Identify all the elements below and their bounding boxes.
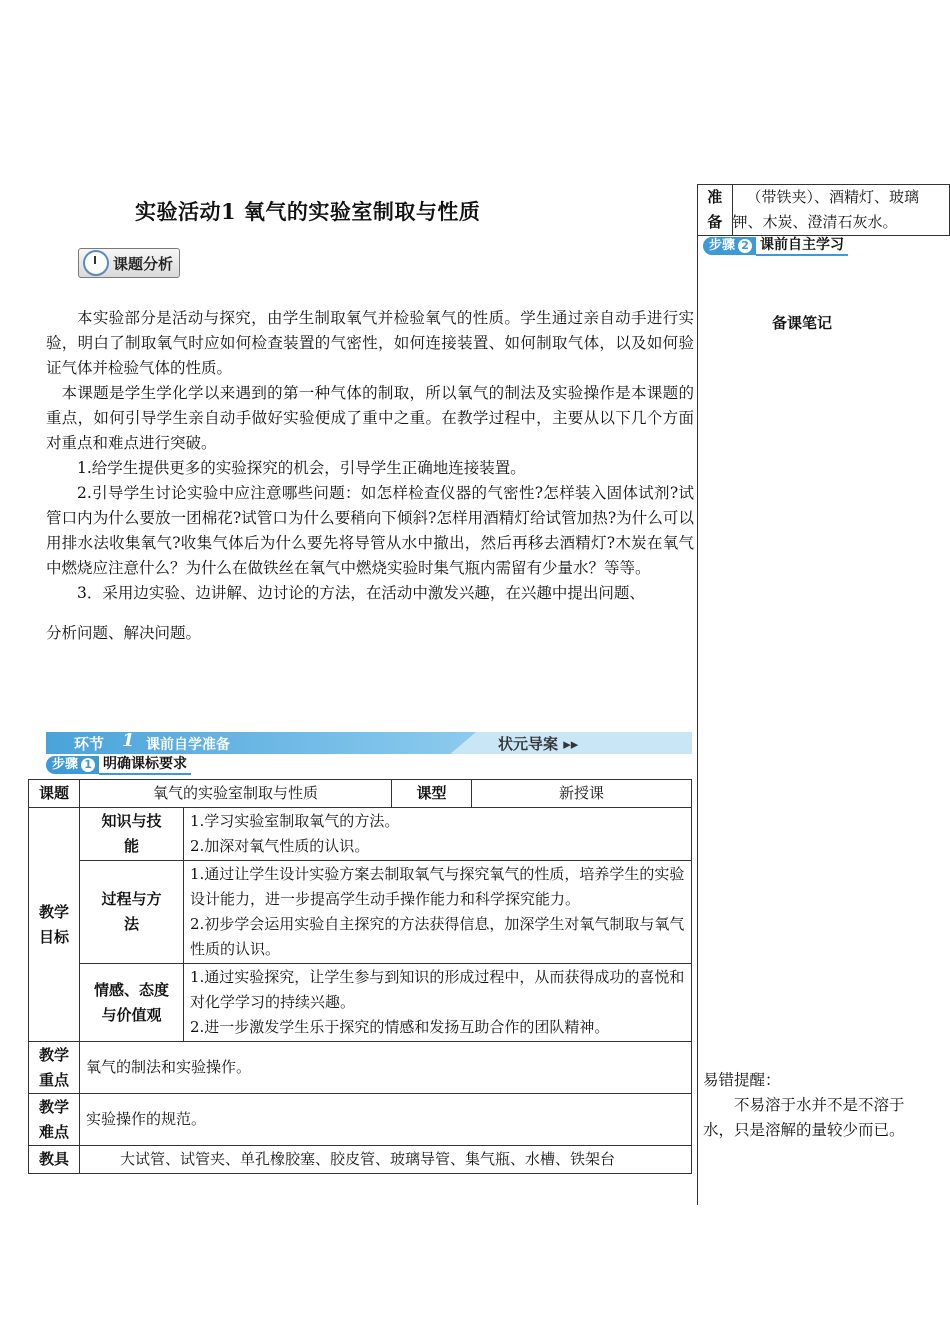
step2-pill: 步骤	[709, 238, 736, 253]
cell-diff-label: 教学难点	[29, 1094, 80, 1146]
cell-key-label: 教学重点	[29, 1042, 80, 1094]
cell-g3-label: 情感、态度与价值观	[80, 964, 184, 1042]
analysis-p2: 本课题是学生学化学以来遇到的第一种气体的制取，所以氧气的制法及实验操作是本课题的重点，如何引导学生亲自动手做好实验便成了重中之重。在教学过程中，主要从以下几个方面对重点和难点进行突破。	[46, 384, 694, 452]
analysis-p6: 分析问题、解决问题。	[46, 624, 202, 642]
prep-notes-title: 备课笔记	[772, 314, 833, 332]
page-title: 实验活动1 氧气的实验室制取与性质	[135, 199, 481, 224]
cell-g3-content	[184, 964, 692, 1042]
cell-type-value: 新授课	[472, 780, 692, 808]
column-divider	[697, 185, 698, 1205]
prep-line1: （带铁夹）、酒精灯、玻璃	[746, 188, 920, 206]
cell-g2-label: 过程与方法	[80, 861, 184, 964]
cell-goal-label: 教学目标	[29, 808, 80, 1042]
step1-pill: 步骤	[52, 757, 79, 772]
error-reminder	[703, 1068, 911, 1143]
clock-icon	[83, 250, 109, 276]
cell-g2-content	[184, 861, 692, 964]
analysis-p5: 3．采用边实验、边讲解、边讨论的方法，在活动中激发兴趣，在兴趣中提出问题、	[77, 584, 645, 602]
banner-right: 状元导案 ▸▸	[498, 735, 579, 753]
prep-content	[732, 185, 950, 236]
g2-line1: 1.通过让学生设计实验方案去制取氧气与探究氧气的性质，培养学生的实验设计能力，进一步提高学生动手操作能力和科学探究能力。	[190, 865, 685, 908]
step1-label: 明确课标要求	[99, 755, 191, 775]
badge-label: 课题分析	[113, 254, 174, 273]
step2-header	[703, 236, 848, 256]
cell-key-text: 氧气的制法和实验操作。	[80, 1042, 692, 1094]
analysis-p3: 1.给学生提供更多的实验探究的机会，引导学生正确地连接装置。	[77, 459, 526, 477]
analysis-p1: 本实验部分是活动与探究，由学生制取氧气并检验氧气的性质。学生通过亲自动手进行实验，明白了制取氧气时应如何检查装置的气密性，如何连接装置、如何制取气体，以及如何验证气体并检验气体的性质。	[46, 309, 694, 377]
lesson-table	[28, 779, 692, 1174]
g1-line2: 2.加深对氧气性质的认识。	[190, 837, 370, 855]
step1-num: 1	[81, 758, 95, 772]
cell-topic-label: 课题	[29, 780, 80, 808]
g1-line1: 1.学习实验室制取氧气的方法。	[190, 812, 400, 830]
cell-diff-text: 实验操作的规范。	[80, 1094, 692, 1146]
cell-tools-text: 大试管、试管夹、单孔橡胶塞、胶皮管、玻璃导管、集气瓶、水槽、铁架台	[80, 1146, 692, 1174]
banner-num: 1	[122, 730, 135, 751]
prep-line2: 钾、木炭、澄清石灰水。	[732, 213, 898, 231]
analysis-text	[46, 306, 694, 646]
g3-line1: 1.通过实验探究，让学生参与到知识的形成过程中，从而获得成功的喜悦和对化学学习的持续兴趣。	[190, 968, 685, 1011]
cell-topic-value: 氧气的实验室制取与性质	[80, 780, 392, 808]
cell-g1-content	[184, 808, 692, 861]
error-text: 不易溶于水并不是不溶于水，只是溶解的量较少而已。	[703, 1096, 905, 1139]
g3-line2: 2.进一步激发学生乐于探究的情感和发扬互助合作的团队精神。	[190, 1018, 610, 1036]
step1-header	[46, 755, 191, 775]
g2-line2: 2.初步学会运用实验自主探究的方法获得信息，加深学生对氧气制取与氧气性质的认识。	[190, 915, 685, 958]
step2-label: 课前自主学习	[756, 236, 848, 256]
cell-tools-label: 教具	[29, 1146, 80, 1174]
error-title: 易错提醒：	[703, 1071, 781, 1089]
section-banner	[46, 732, 692, 754]
prep-label: 准备	[698, 185, 733, 236]
banner-section: 环节	[74, 735, 105, 753]
cell-g1-label: 知识与技能	[80, 808, 184, 861]
cell-type-label: 课型	[392, 780, 472, 808]
banner-name: 课前自学准备	[146, 737, 230, 753]
step2-num: 2	[738, 239, 752, 253]
prep-table	[697, 184, 950, 236]
topic-analysis-badge	[78, 248, 180, 280]
analysis-p4: 2.引导学生讨论实验中应注意哪些问题：如怎样检查仪器的气密性?怎样装入固体试剂?试管口内为什么要放一团棉花?试管口为什么要稍向下倾斜?怎样用酒精灯给试管加热?为什么可以用排水法收集氧气?收集气体后为什么要先将导管从水中撤出，然后再移去酒精灯?木炭在氧气中燃烧应注意什么？为什么在做铁丝在氧气中燃烧实验时集气瓶内需留有少量水？等等。	[46, 484, 694, 577]
